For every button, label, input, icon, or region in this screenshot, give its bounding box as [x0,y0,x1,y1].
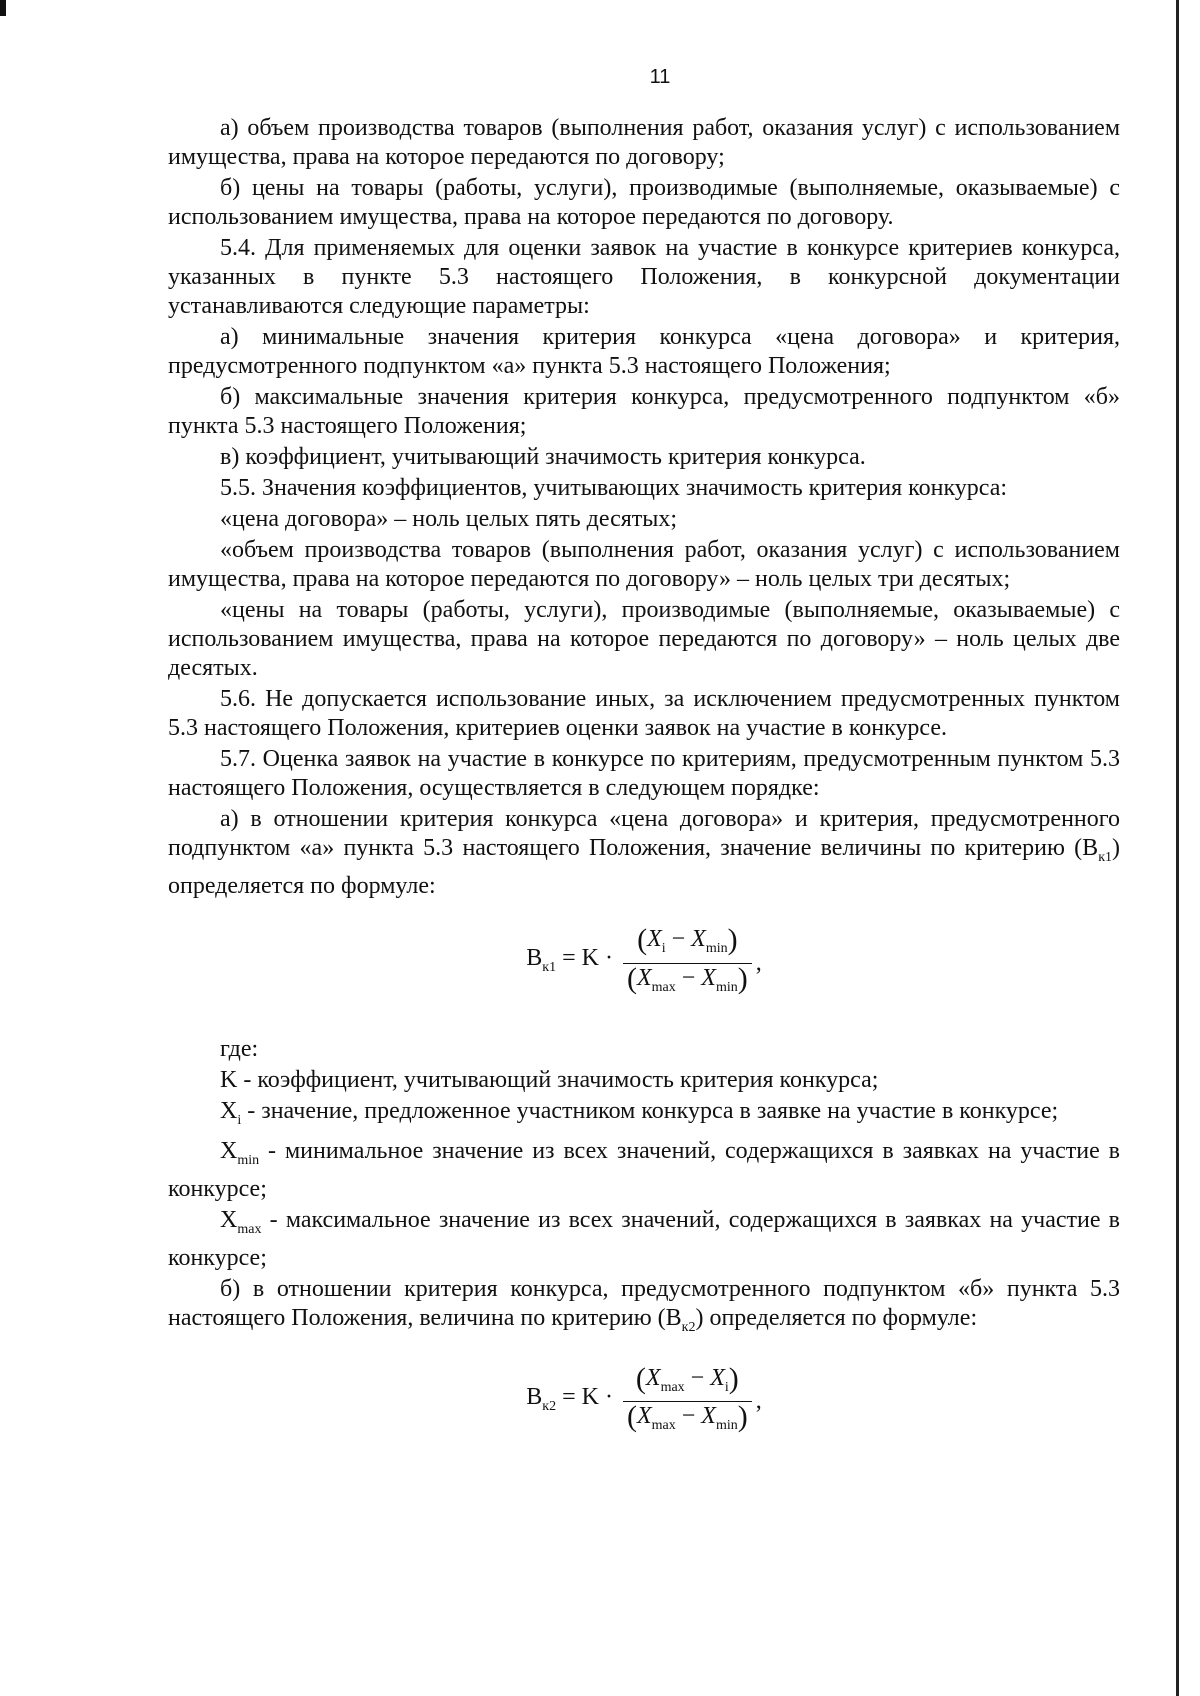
coefficient-volume: «объем производства товаров (выполнения работ, оказания услуг) с использованием имущества, права на которое передаются по договору» – ноль целых три десятых; [168,537,1120,592]
formula-bk2-equals: = K · [556,1383,613,1410]
coefficient-price: «цена договора» – ноль целых пять десятых; [220,506,678,532]
formula-bk2-subscript: к2 [542,1398,557,1414]
paragraph-5-7-a [168,805,1120,901]
den-var-a: X [636,1403,652,1430]
definition-xmax-symbol: X [220,1206,238,1233]
den-var-b: X [701,1403,716,1430]
num-op: − [684,1364,711,1391]
paragraph-5-7-a-text: а) в отношении критерия конкурса «цена договора» и критерия, предусмотренного подпунктом «а» пункта 5.3 настоящего Положения, значение величины по критерию (В [168,806,1120,861]
paragraph-5-7-a-end: ) определяется по формуле: [168,835,1120,899]
num-var-a: X [645,1364,661,1391]
paragraph-5-5: 5.5. Значения коэффициентов, учитывающих значимость критерия конкурса: [220,475,1008,501]
paragraph-5-4: 5.4. Для применяемых для оценки заявок на участие в конкурсе критериев конкурса, указанных в пункте 5.3 настоящего Положения, в конкурсной документации устанавливаются следующие параметры: [168,235,1120,319]
den-var-b: X [701,964,716,991]
num-op: − [665,925,692,952]
formula-bk2 [168,1361,1120,1441]
num-var-b-sub: min [705,940,728,956]
paragraph-a-volume: а) объем производства товаров (выполнения работ, оказания услуг) с использованием имущества, права на которое передаются по договору; [168,115,1120,170]
definition-xmin [168,1137,1120,1204]
den-var-a: X [636,964,652,991]
definition-xmin-symbol: X [220,1138,238,1165]
formula-bk1-equals: = K · [556,945,613,972]
den-var-a-sub: max [651,979,676,995]
paragraph-5-4-b: б) максимальные значения критерия конкурса, предусмотренного подпунктом «б» пункта 5.3 настоящего Положения; [168,384,1120,439]
page-number: 11 [649,66,671,88]
formula-bk2-fraction [623,1361,752,1441]
scan-edge-mark [0,0,6,16]
definition-xmax-subscript: max [237,1221,262,1237]
num-var-a-sub: i [661,940,666,956]
where-label: где: [220,1036,259,1063]
paragraph-5-7-b-text: б) в отношении критерия конкурса, предусмотренного подпунктом «б» пункта 5.3 настоящего Положения, величина по критерию (В [168,1275,1120,1331]
den-op: − [675,964,702,991]
num-var-a-sub: max [660,1379,685,1395]
definition-xi-symbol: X [220,1098,238,1125]
formula-bk2-numerator: $(X_{max} - X_i)$ [635,1361,739,1395]
paragraph-5-7-b-subscript: к2 [681,1319,696,1335]
paragraph-5-4-a: а) минимальные значения критерия конкурса «цена договора» и критерия, предусмотренного подпунктом «а» пункта 5.3 настоящего Положения; [168,324,1120,379]
definition-xmax [168,1206,1120,1273]
document-body [168,114,1120,1466]
den-var-a-sub: max [651,1418,676,1434]
definition-k: K - коэффициент, учитывающий значимость критерия конкурса; [220,1067,879,1094]
num-var-a: X [647,925,662,952]
definition-xi [168,1097,1120,1135]
coefficient-prices: «цены на товары (работы, услуги), производимые (выполняемые, оказываемые) с использованием имущества, права на которое передаются по договору» – ноль целых две десятых. [168,597,1120,681]
den-var-b-sub: min [715,1418,738,1434]
formula-bk1-subscript: к1 [542,959,557,975]
formula-bk2-comma: , [755,1388,762,1415]
definition-xi-text: - значение, предложенное участником конкурса в заявке на участие в конкурсе; [241,1098,1059,1125]
formula-bk2-lhs [526,1383,613,1421]
formula-bk2-denominator: $(X_{max} - X_{min})$ [626,1400,748,1434]
definition-xi-subscript: i [237,1113,242,1129]
num-var-b: X [691,925,706,952]
paragraph-5-4-c: в) коэффициент, учитывающий значимость критерия конкурса. [220,444,866,470]
definition-xmax-text: - максимальное значение из всех значений, содержащихся в заявках на участие в конкурсе; [168,1206,1120,1271]
formula-bk1-fraction [623,922,752,1002]
formula-bk1 [168,922,1120,1002]
formula-bk1-comma: , [755,949,762,976]
den-var-b-sub: min [715,979,738,995]
paragraph-5-7-a-subscript: к1 [1098,849,1112,865]
definition-xmin-text: - минимальное значение из всех значений, содержащихся в заявках на участие в конкурсе; [168,1138,1120,1202]
paragraph-5-7-b [168,1275,1120,1342]
formula-bk2-symbol: В [526,1383,543,1410]
num-var-b: X [710,1364,725,1391]
den-op: − [675,1403,702,1430]
formula-bk1-denominator: $(X_{max} - X_{min})$ [626,961,748,995]
paragraph-5-6: 5.6. Не допускается использование иных, за исключением предусмотренных пунктом 5.3 настоящего Положения, критериев оценки заявок на участие в конкурсе. [168,686,1120,741]
formula-bk1-lhs [526,944,613,982]
paragraph-5-7: 5.7. Оценка заявок на участие в конкурсе по критериям, предусмотренным пунктом 5.3 настоящего Положения, осуществляется в следующем порядке: [168,746,1120,801]
scan-edge-line [1176,0,1179,1696]
formula-bk1-symbol: В [526,945,543,972]
formula-bk1-numerator: $(X_i - X_{min})$ [637,922,738,956]
definition-xmin-subscript: min [237,1152,260,1168]
paragraph-b-prices: б) цены на товары (работы, услуги), производимые (выполняемые, оказываемые) с использованием имущества, права на которое передаются по договору. [168,175,1120,230]
num-var-b-sub: i [724,1379,729,1395]
paragraph-5-7-b-end: ) определяется по формуле: [695,1304,978,1331]
